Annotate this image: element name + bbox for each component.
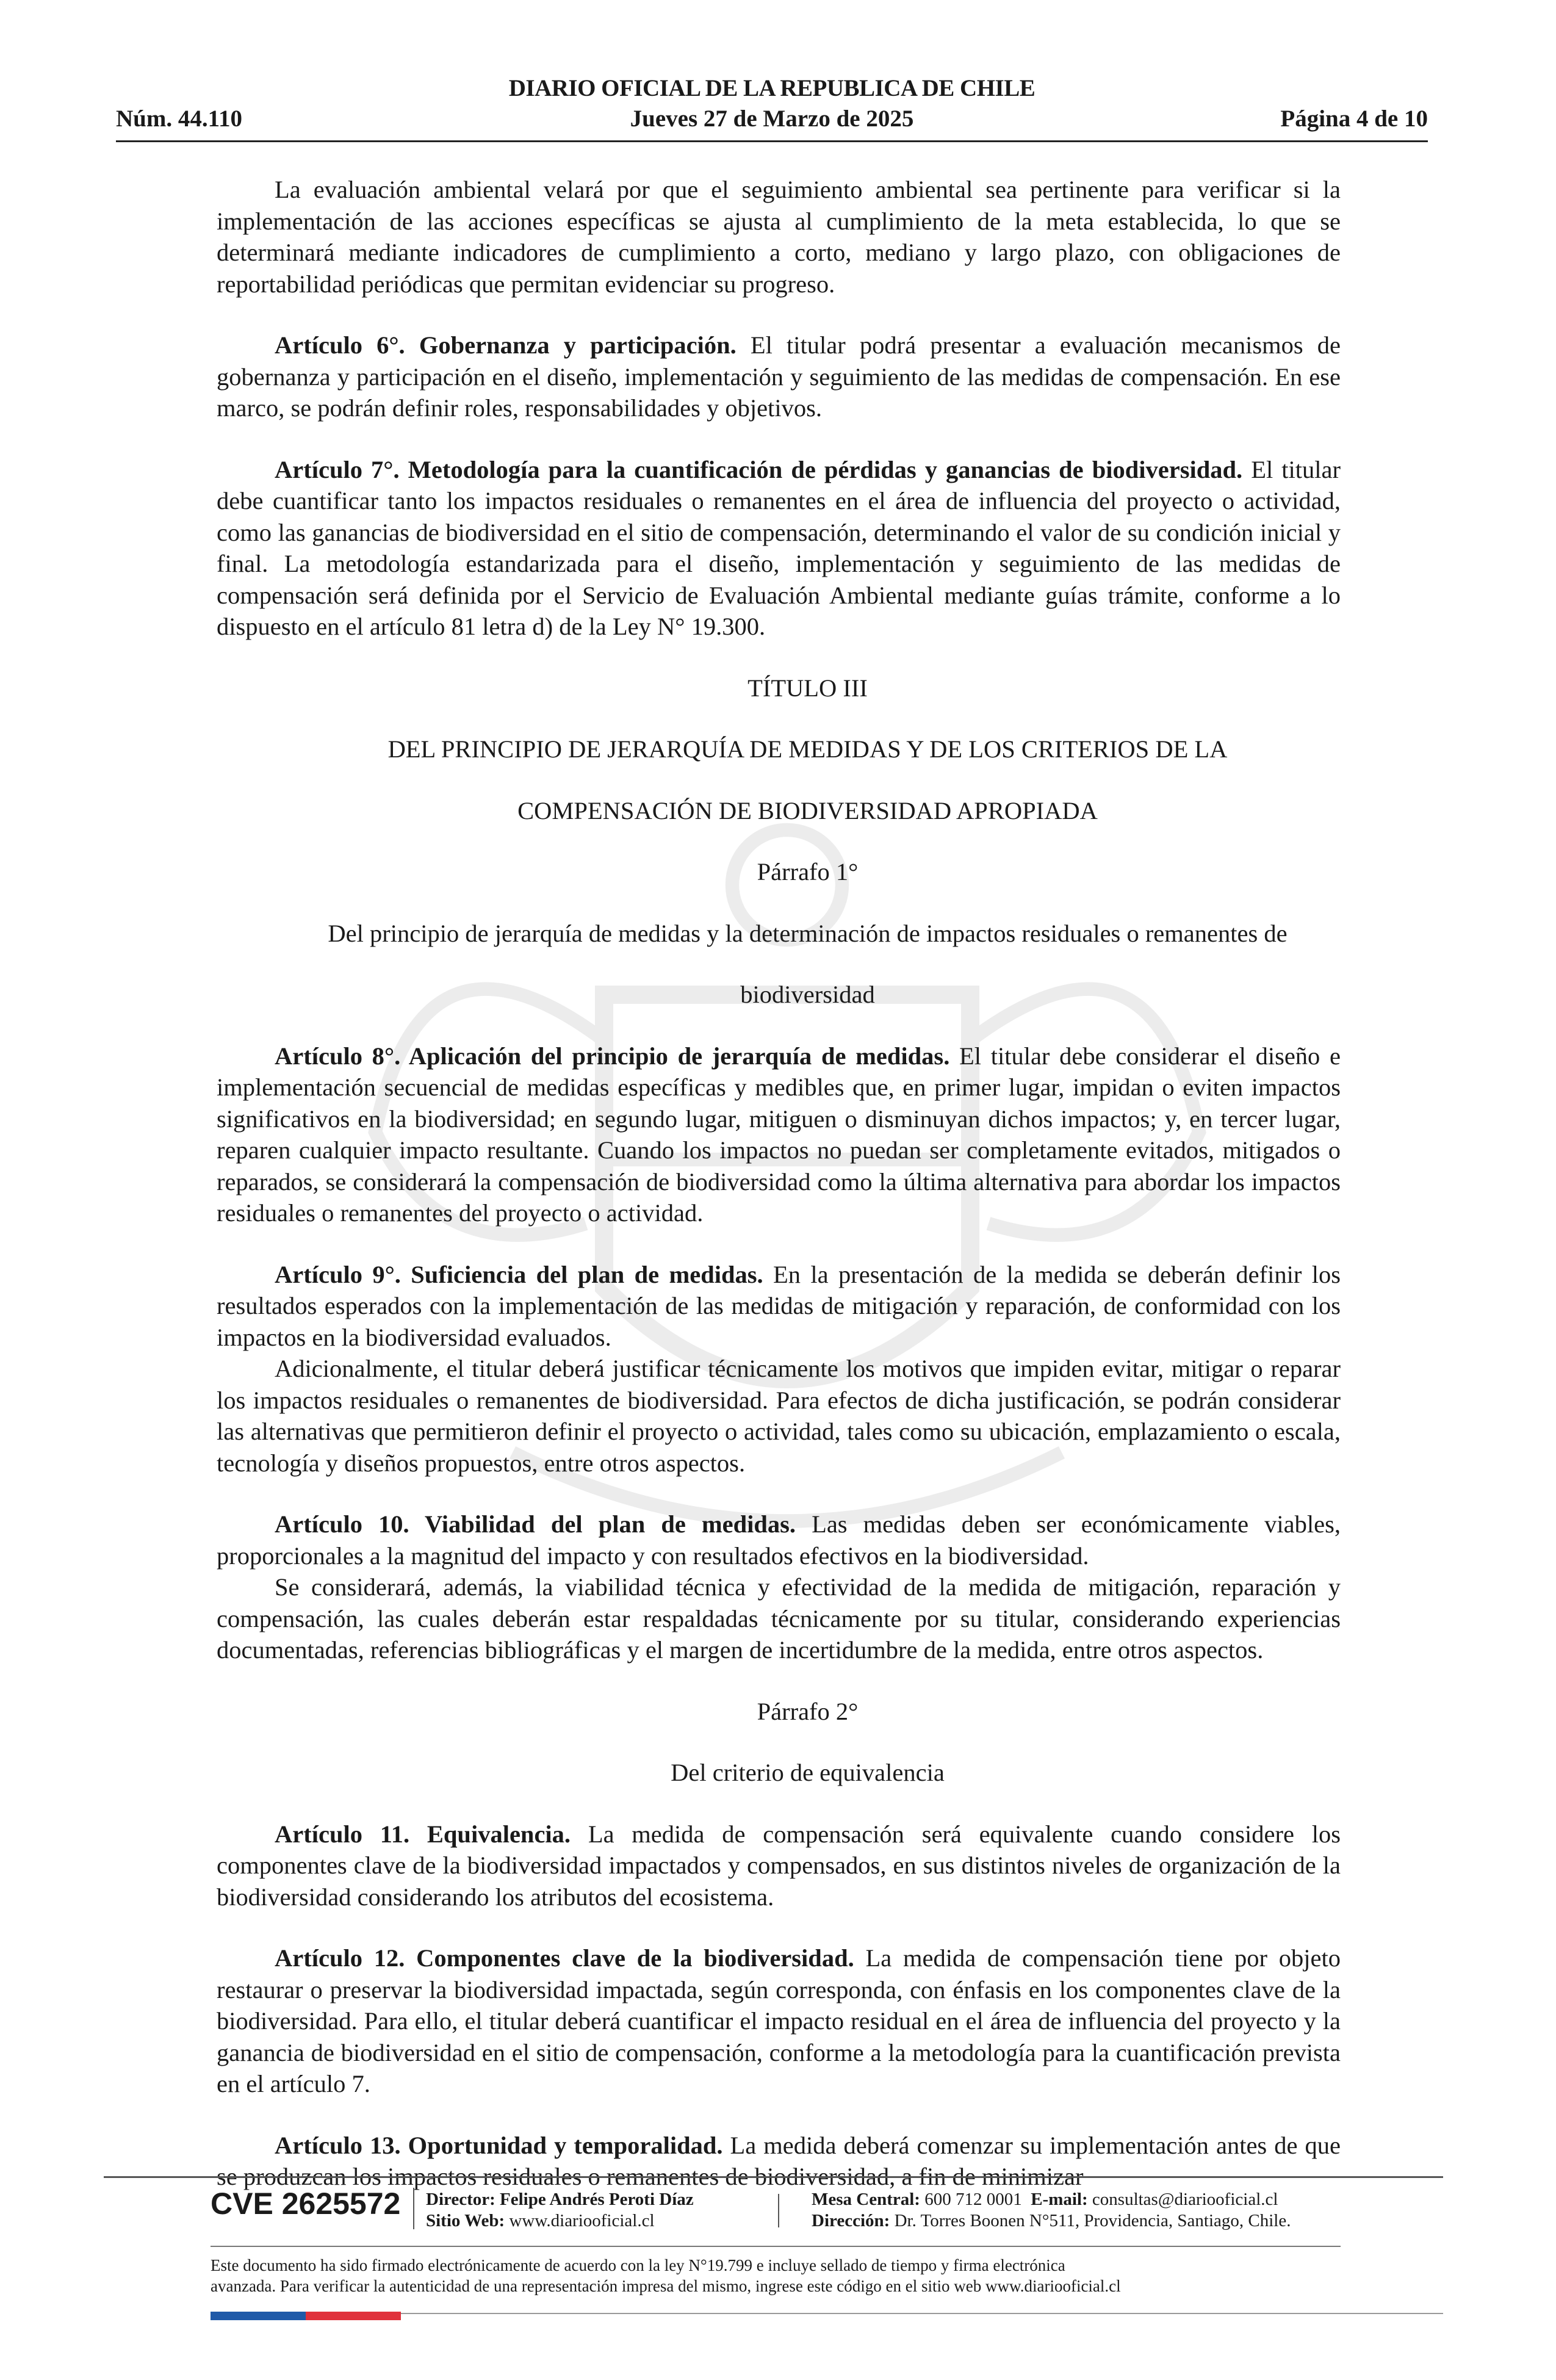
article-8	[217, 1040, 1341, 1229]
footer-contact-info	[812, 2189, 1291, 2232]
document-body	[217, 174, 1341, 2223]
legal-line: Este documento ha sido firmado electrónicamente de acuerdo con la ley N°19.799 e incluye sellado de tiempo y firma electrónica	[211, 2256, 1065, 2274]
article-11	[217, 1819, 1341, 1913]
issue-number: Núm. 44.110	[116, 106, 242, 132]
article-text: El titular debe cuantificar tanto los impactos residuales o remanentes en el área de influencia del proyecto o actividad, como las ganancias de biodiversidad en el sitio de compensación, determinando el valor de su condición inicial y final. La metodología estandarizada para el diseño, implementación y seguimiento de las medidas de compensación será definida por el Servicio de Evaluación Ambiental mediante guías trámite, conforme a lo dispuesto en el artículo 81 letra d) de la Ley N° 19.300.	[217, 455, 1341, 640]
newspaper-title: DIARIO OFICIAL DE LA REPUBLICA DE CHILE	[508, 75, 1036, 101]
article-9	[217, 1259, 1341, 1354]
title-name-line: DEL PRINCIPIO DE JERARQUÍA DE MEDIDAS Y DE LOS CRITERIOS DE LA	[387, 735, 1228, 763]
article-text: En la presentación de la medida se deberán definir los resultados esperados con la implementación de las medidas de mitigación y reparación, de conformidad con los impactos en la biodiversidad evaluados.	[217, 1260, 1341, 1351]
email-link[interactable]: consultas@diariooficial.cl	[1092, 2190, 1278, 2209]
footer-top-divider	[104, 2176, 1443, 2178]
article-text: El titular podrá presentar a evaluación mecanismos de gobernanza y participación en el diseño, implementación y seguimiento de las medidas de compensación. En ese marco, se podrán definir roles, responsabilidades y objetivos.	[217, 331, 1341, 422]
article-6	[217, 330, 1341, 424]
legal-line: avanzada. Para verificar la autenticidad de una representación impresa del mismo, ingrese este código en el sitio web www.diariooficial.cl	[211, 2277, 1121, 2295]
title-number: TÍTULO III	[747, 674, 868, 702]
article-heading: Artículo 7°. Metodología para la cuantificación de pérdidas y ganancias de biodiversidad.	[275, 455, 1243, 483]
page-header	[116, 74, 1428, 148]
flag-stripe-blue	[211, 2312, 306, 2320]
article-heading: Artículo 13. Oportunidad y temporalidad.	[275, 2131, 723, 2159]
article-heading: Artículo 11. Equivalencia.	[275, 1820, 571, 1848]
article-7	[217, 454, 1341, 643]
title-name-line: COMPENSACIÓN DE BIODIVERSIDAD APROPIADA	[517, 796, 1098, 824]
article-13	[217, 2130, 1341, 2193]
article-heading: Artículo 12. Componentes clave de la biodiversidad.	[275, 1944, 854, 1972]
article-9-continuation: Adicionalmente, el titular deberá justificar técnicamente los motivos que impiden evitar, mitigar o reparar los impactos residuales o remanentes de biodiversidad. Para efectos de dicha justificación, se podrán considerar las alternativas que permitieron definir el proyecto o actividad, tales como su ubicación, emplazamiento o escala, tecnología y diseños propuestos, entre otros aspectos.	[217, 1355, 1341, 1477]
web-link[interactable]: www.diariooficial.cl	[509, 2211, 655, 2230]
page-number: Página 4 de 10	[1280, 106, 1428, 132]
phone-number: 600 712 0001	[924, 2190, 1022, 2209]
paragraph: La evaluación ambiental velará por que el seguimiento ambiental sea pertinente para verificar si la implementación de las acciones específicas se ajusta al cumplimiento de la meta establecida, lo que se determinará mediante indicadores de cumplimiento a corto, mediano y largo plazo, con obligaciones de reportabilidad periódicas que permitan evidenciar su progreso.	[217, 176, 1341, 298]
article-text: La medida de compensación tiene por objeto restaurar o preservar la biodiversidad impactada, según corresponda, con énfasis en los componentes clave de la biodiversidad. Para ello, el titular deberá cuantificar el impacto residual en el área de influencia del proyecto y la ganancia de biodiversidad en el sitio de compensación, conforme a la metodología para la cuantificación prevista en el artículo 7.	[217, 1944, 1341, 2097]
article-text: La medida de compensación será equivalente cuando considere los componentes clave de la biodiversidad impactados y compensados, en sus distintos niveles de organización de la biodiversidad considerando los atributos del ecosistema.	[217, 1820, 1341, 1911]
footer-bottom-divider	[401, 2313, 1443, 2314]
legal-notice	[211, 2255, 1370, 2296]
address-value: Dr. Torres Boonen N°511, Providencia, Santiago, Chile.	[894, 2211, 1291, 2230]
article-10-continuation: Se considerará, además, la viabilidad técnica y efectividad de la medida de mitigación, reparación y compensación, las cuales deberán estar respaldadas técnicamente por su titular, considerando experiencias documentadas, referencias bibliográficas y el margen de incertidumbre de la medida, entre otros aspectos.	[217, 1573, 1341, 1664]
header-divider	[116, 140, 1428, 142]
title-heading-block	[217, 673, 1341, 827]
paragraph-heading-block	[217, 1696, 1341, 1789]
article-heading: Artículo 6°. Gobernanza y participación.	[275, 331, 737, 359]
section-name-line: biodiversidad	[740, 981, 875, 1008]
web-label: Sitio Web:	[426, 2211, 505, 2230]
section-name-line: Del principio de jerarquía de medidas y la determinación de impactos residuales o remanentes de	[328, 919, 1288, 947]
article-text: Las medidas deben ser económicamente viables, proporcionales a la magnitud del impacto y con resultados efectivos en la biodiversidad.	[217, 1510, 1341, 1570]
director-label: Director:	[426, 2190, 495, 2209]
footer-director-info	[426, 2189, 694, 2232]
paragraph-heading-block	[217, 856, 1341, 1011]
article-heading: Artículo 8°. Aplicación del principio de jerarquía de medidas.	[275, 1042, 950, 1070]
address-label: Dirección:	[812, 2211, 890, 2230]
article-text: El titular debe considerar el diseño e implementación secuencial de medidas específicas y medibles que, en primer lugar, impidan o eviten impactos significativos en la biodiversidad; en segundo lugar, mitiguen o disminuyan dichos impactos; y, en tercer lugar, reparen cualquier impacto resultante. Cuando los impactos no puedan ser completamente evitados, mitigados o reparados, se considerará la compensación de biodiversidad como la última alternativa para abordar los impactos residuales o remanentes del proyecto o actividad.	[217, 1042, 1341, 1227]
cve-code: CVE 2625572	[211, 2187, 401, 2221]
article-10	[217, 1509, 1341, 1571]
article-12	[217, 1942, 1341, 2100]
article-text: La medida deberá comenzar su implementación antes de que se produzcan los impactos residuales o remanentes de biodiversidad, a fin de minimizar	[217, 2131, 1341, 2190]
flag-stripe-red	[306, 2312, 401, 2320]
section-number: Párrafo 2°	[757, 1697, 859, 1725]
article-heading: Artículo 10. Viabilidad del plan de medidas.	[275, 1510, 796, 1538]
footer-separator	[778, 2194, 779, 2227]
article-heading: Artículo 9°. Suficiencia del plan de medidas.	[275, 1260, 763, 1288]
issue-date: Jueves 27 de Marzo de 2025	[630, 106, 914, 132]
mesa-label: Mesa Central:	[812, 2190, 920, 2209]
section-number: Párrafo 1°	[757, 858, 859, 885]
footer-separator	[413, 2188, 414, 2229]
section-name-line: Del criterio de equivalencia	[671, 1759, 945, 1786]
footer-inner-divider	[211, 2246, 1341, 2247]
director-name: Felipe Andrés Peroti Díaz	[500, 2190, 694, 2209]
email-label: E-mail:	[1031, 2190, 1088, 2209]
